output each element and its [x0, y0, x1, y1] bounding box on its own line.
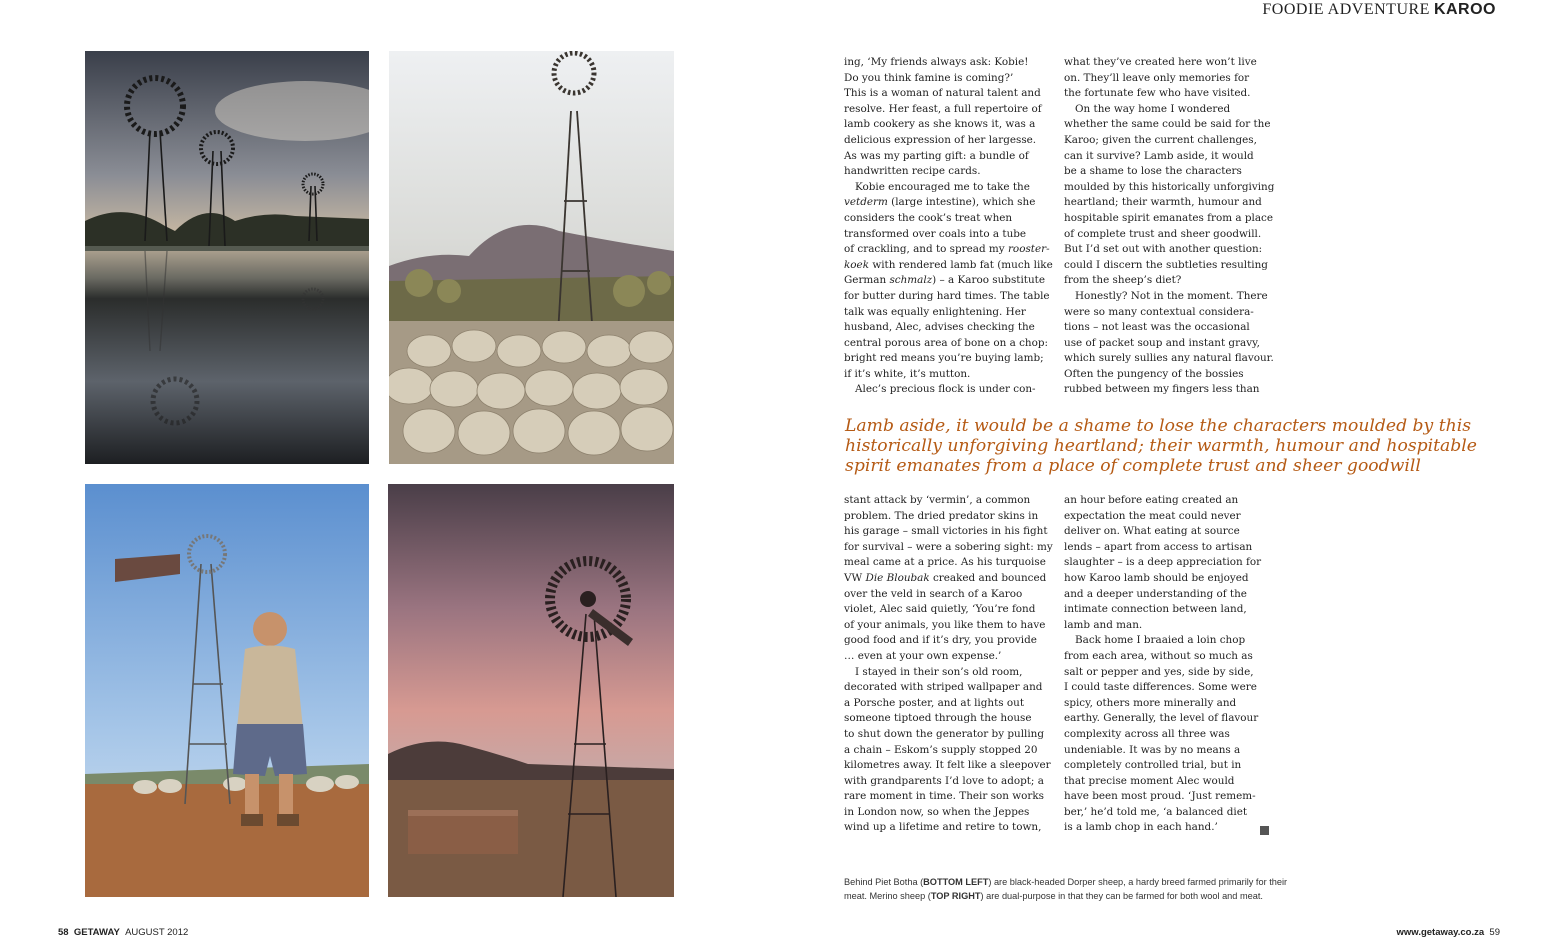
text-line: … even at your own expense.’ — [844, 649, 1002, 662]
text-line: on. They’ll leave only memories for — [1064, 71, 1250, 84]
text-line: rubbed between my fingers less than — [1064, 383, 1260, 396]
text-line: On the way home I wondered — [1075, 102, 1231, 115]
text-line: kilometres away. It felt like a sleepover — [844, 759, 1051, 772]
text-line: koek with rendered lamb fat (much like — [844, 258, 1053, 271]
text-line: salt or pepper and yes, side by side, — [1064, 665, 1254, 678]
section-label: FOODIE ADVENTURE — [1262, 1, 1430, 18]
text-line: Do you think famine is coming?’ — [844, 71, 1014, 84]
folio-right — [1397, 927, 1501, 938]
text-line: Karoo; given the current challenges, — [1064, 133, 1257, 146]
text-line: Honestly? Not in the moment. There — [1075, 289, 1268, 302]
text-line: heartland; their warmth, humour and — [1064, 196, 1262, 209]
text-line: and a deeper understanding of the — [1064, 587, 1247, 600]
body-column-3 — [844, 493, 1054, 836]
text-line: I could taste differences. Some were — [1064, 681, 1257, 694]
text-line: in London now, so when the Jeppes — [844, 805, 1030, 818]
text-line: tions – not least was the occasional — [1064, 321, 1250, 334]
text-line: ber,’ he’d told me, ‘a balanced diet — [1064, 805, 1248, 818]
caption-line: meat. Merino sheep (TOP RIGHT) are dual-purpose in that they can be farmed for both wool and meat. — [844, 891, 1263, 901]
text-line: his garage – small victories in his fight — [844, 525, 1048, 538]
text-line: rare moment in time. Their son works — [844, 790, 1044, 803]
windmills-reflection-photo — [85, 51, 369, 464]
pull-quote-line: Lamb aside, it would be a shame to lose the characters moulded by this — [845, 416, 1472, 436]
photo-caption — [844, 875, 1288, 903]
text-line: German schmalz) – a Karoo substitute — [844, 274, 1045, 287]
text-line: husband, Alec, advises checking the — [844, 321, 1035, 334]
body-column-2 — [1064, 55, 1274, 398]
text-line: intimate connection between land, — [1064, 603, 1247, 616]
windmill-sunset-photo — [388, 484, 674, 897]
text-line: violet, Alec said quietly, ‘You’re fond — [844, 603, 1036, 616]
text-line: how Karoo lamb should be enjoyed — [1064, 571, 1249, 584]
text-line: considers the cook’s treat when — [844, 211, 1013, 224]
merino-flock-photo — [389, 51, 674, 464]
text-line: Often the pungency of the bossies — [1064, 367, 1244, 380]
text-line: talk was equally enlightening. Her — [844, 305, 1026, 318]
text-line: resolve. Her feast, a full repertoire of — [844, 102, 1042, 115]
text-line: hospitable spirit emanates from a place — [1064, 211, 1274, 224]
text-line: use of packet soup and instant gravy, — [1064, 336, 1260, 349]
text-line: vetderm (large intestine), which she — [844, 196, 1036, 209]
text-line: someone tiptoed through the house — [844, 712, 1032, 725]
text-line: complexity across all three was — [1064, 727, 1230, 740]
text-line: completely controlled trial, but in — [1064, 759, 1242, 772]
text-line: handwritten recipe cards. — [844, 165, 981, 178]
text-line: if it’s white, it’s mutton. — [844, 367, 971, 380]
text-line: moulded by this historically unforgiving — [1064, 180, 1275, 193]
text-line: for butter during hard times. The table — [844, 289, 1050, 302]
text-line: undeniable. It was by no means a — [1064, 743, 1241, 756]
text-line: expectation the meat could never — [1064, 509, 1241, 522]
text-line: which surely sullies any natural flavour. — [1064, 352, 1274, 365]
text-line: VW Die Bloubak creaked and bounced — [844, 571, 1047, 584]
website-url: www.getaway.co.za — [1396, 927, 1485, 938]
text-line: to shut down the generator by pulling — [844, 727, 1045, 740]
italic-term: koek — [844, 258, 869, 271]
text-line: with grandparents I’d love to adopt; a — [844, 774, 1044, 787]
text-line: But I’d set out with another question: — [1064, 243, 1263, 256]
text-line: from the sheep’s diet? — [1064, 274, 1182, 287]
text-line: spicy, others more minerally and — [1064, 696, 1237, 709]
text-line: over the veld in search of a Karoo — [844, 587, 1023, 600]
italic-term: Die Bloubak — [865, 571, 930, 584]
text-line: earthy. Generally, the level of flavour — [1064, 712, 1259, 725]
text-line: is a lamb chop in each hand.’ — [1064, 821, 1218, 834]
text-line: This is a woman of natural talent and — [844, 87, 1041, 100]
text-line: whether the same could be said for the — [1064, 118, 1271, 131]
text-line: slaughter – is a deep appreciation for — [1064, 556, 1262, 569]
text-line: Kobie encouraged me to take the — [855, 180, 1030, 193]
text-line: wind up a lifetime and retire to town, — [844, 821, 1042, 834]
text-line: stant attack by ‘vermin’, a common — [844, 494, 1031, 506]
farmer-portrait-photo — [85, 484, 369, 897]
text-line: of your animals, you like them to have — [844, 618, 1046, 631]
text-line: a Porsche poster, and at lights out — [844, 696, 1025, 709]
text-line: problem. The dried predator skins in — [844, 509, 1039, 522]
text-line: I stayed in their son’s old room, — [855, 665, 1023, 678]
text-line: Alec’s precious flock is under con- — [855, 383, 1036, 396]
folio-left — [58, 927, 188, 938]
italic-term: schmalz — [889, 274, 933, 287]
text-line: meal came at a price. As his turquoise — [844, 556, 1046, 569]
text-line: for survival – were a sobering sight: my — [844, 540, 1053, 553]
page-number-left: 58 — [58, 927, 69, 938]
pull-quote-line: historically unforgiving heartland; their warmth, humour and hospitable — [845, 436, 1477, 456]
issue-date: AUGUST 2012 — [125, 927, 189, 938]
text-line: Back home I braaied a loin chop — [1075, 634, 1246, 647]
italic-term: rooster- — [1007, 243, 1050, 256]
text-line: bright red means you’re buying lamb; — [844, 352, 1044, 365]
text-line: lends – apart from access to artisan — [1064, 540, 1253, 553]
text-line: transformed over coals into a tube — [844, 227, 1027, 240]
text-line: have been most proud. ‘Just remem- — [1064, 790, 1256, 803]
end-of-article-mark — [1260, 826, 1269, 835]
text-line: can it survive? Lamb aside, it would — [1064, 149, 1254, 162]
text-line: of complete trust and sheer goodwill. — [1064, 227, 1262, 240]
caption-line: Behind Piet Botha (BOTTOM LEFT) are black-headed Dorper sheep, a hardy breed farmed primarily for their — [844, 877, 1288, 887]
text-line: lamb cookery as she knows it, was a — [844, 118, 1036, 131]
body-column-1 — [844, 55, 1054, 398]
text-line: good food and if it’s dry, you provide — [844, 634, 1037, 647]
text-line: the fortunate few who have visited. — [1064, 87, 1251, 100]
text-line: of crackling, and to spread my rooster- — [844, 243, 1050, 256]
pull-quote — [845, 416, 1485, 476]
text-line: decorated with striped wallpaper and — [844, 681, 1043, 694]
pull-quote-line: spirit emanates from a place of complete trust and sheer goodwill — [845, 456, 1421, 476]
page-number-right: 59 — [1489, 927, 1500, 938]
text-line: ing, ‘My friends always ask: Kobie! — [844, 56, 1029, 68]
text-line: from each area, without so much as — [1064, 649, 1253, 662]
text-line: were so many contextual considera- — [1064, 305, 1254, 318]
text-line: that precise moment Alec would — [1064, 774, 1235, 787]
text-line: deliver on. What eating at source — [1064, 525, 1240, 538]
text-line: could I discern the subtleties resulting — [1064, 258, 1268, 271]
text-line: As was my parting gift: a bundle of — [844, 149, 1029, 162]
text-line: a chain – Eskom’s supply stopped 20 — [844, 743, 1038, 756]
text-line: lamb and man. — [1064, 618, 1143, 631]
section-header — [1262, 1, 1496, 19]
body-column-4 — [1064, 493, 1274, 836]
text-line: delicious expression of her largesse. — [844, 133, 1037, 146]
italic-term: vetderm — [844, 196, 888, 209]
text-line: an hour before eating created an — [1064, 494, 1239, 506]
text-line: be a shame to lose the characters — [1064, 165, 1242, 178]
section-topic: KAROO — [1433, 1, 1496, 18]
magazine-name: GETAWAY — [73, 927, 120, 938]
text-line: what they’ve created here won’t live — [1064, 56, 1257, 68]
text-line: central porous area of bone on a chop: — [844, 336, 1049, 349]
